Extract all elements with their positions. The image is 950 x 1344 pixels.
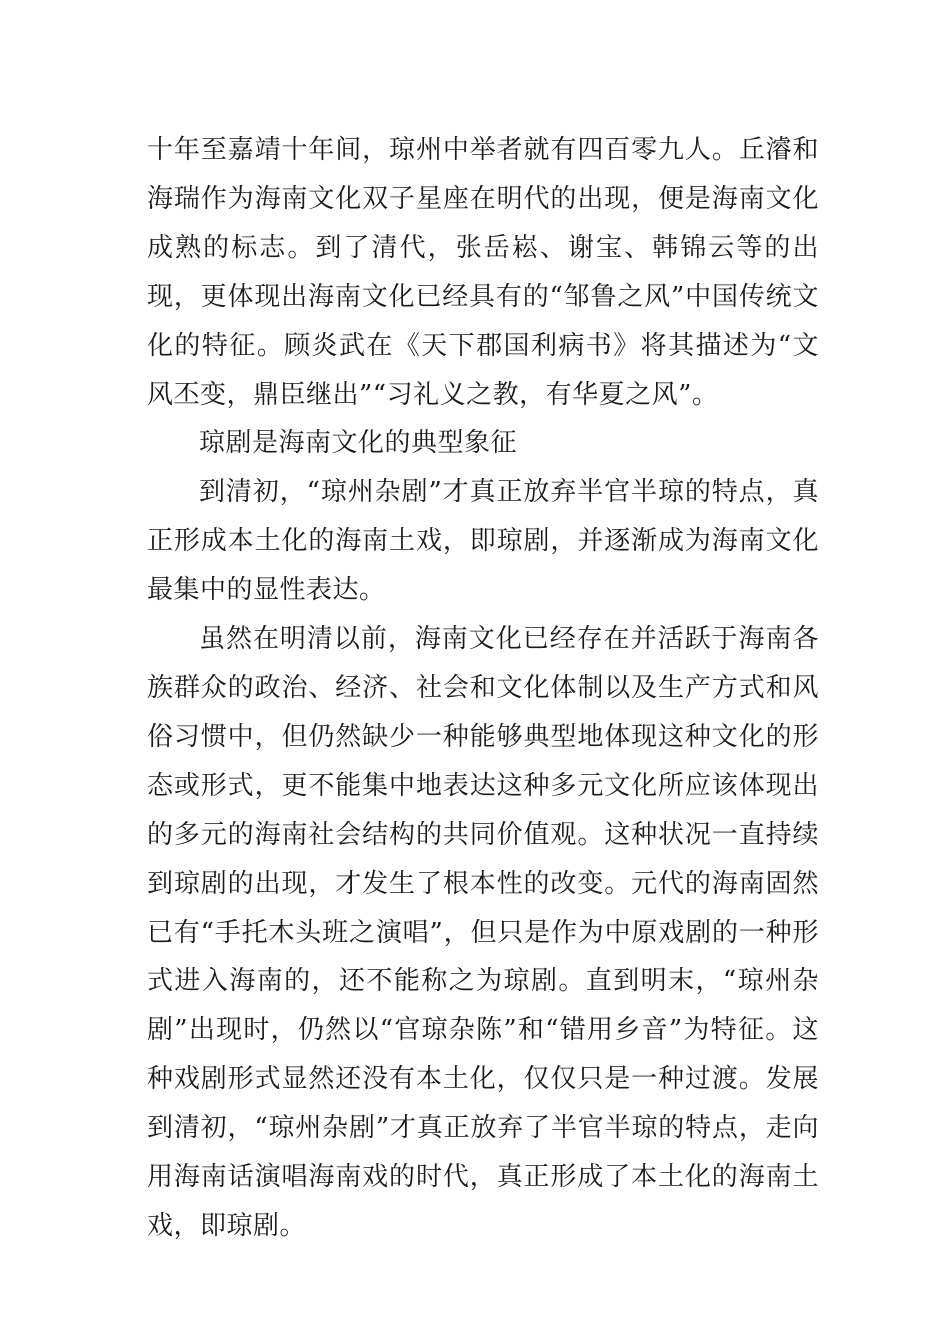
paragraph-continuation: 十年至嘉靖十年间，琼州中举者就有四百零九人。丘濬和海瑞作为海南文化双子星座在明代的出现，便是海南文化成熟的标志。到了清代，张岳崧、谢宝、韩锦云等的出现，更体现出海南文化已经具有的“邹鲁之风”中国传统文化的特征。顾炎武在《天下郡国利病书》将其描述为“文风丕变，鼎臣继出”“习礼义之教，有华夏之风”。	[147, 135, 819, 410]
paragraph: 虽然在明清以前，海南文化已经存在并活跃于海南各族群众的政治、经济、社会和文化体制以及生产方式和风俗习惯中，但仍然缺少一种能够典型地体现这种文化的形态或形式，更不能集中地表达这种多元文化所应该体现出的多元的海南社会结构的共同价值观。这种状况一直持续到琼剧的出现，才发生了根本性的改变。元代的海南固然已有“手托木头班之演唱”，但只是作为中原戏剧的一种形式进入海南的，还不能称之为琼剧。直到明末，“琼州杂剧”出现时，仍然以“官琼杂陈”和“错用乡音”为特征。这种戏剧形式显然还没有本土化，仅仅只是一种过渡。发展到清初，“琼州杂剧”才真正放弃了半官半琼的特点，走向用海南话演唱海南戏的时代，真正形成了本土化的海南土戏，即琼剧。	[147, 624, 819, 1241]
section-subheading: 琼剧是海南文化的典型象征	[199, 428, 518, 459]
paragraph: 到清初，“琼州杂剧”才真正放弃半官半琼的特点，真正形成本土化的海南土戏，即琼剧，并逐渐成为海南文化最集中的显性表达。	[147, 477, 819, 606]
document-body	[147, 126, 819, 1251]
